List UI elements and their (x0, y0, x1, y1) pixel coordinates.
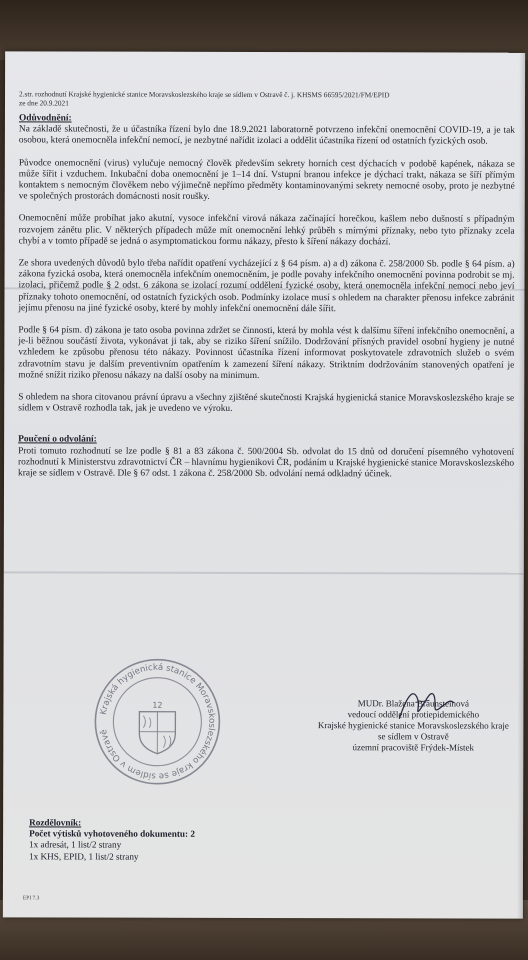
reasoning-paragraph-6: S ohledem na shora citovanou právní úpravu a všechny zjištěné skutečnosti Krajská hygienická stanice Moravskoslezského kraje se sídlem v Ostravě rozhodla tak, jak je uvedeno ve výroku. (18, 392, 515, 415)
signatory-office: územní pracoviště Frýdek-Místek (352, 742, 475, 753)
distribution-item: 1x KHS, EPID, 1 list/2 strany (29, 850, 139, 862)
header-date: ze dne 20.9.2021 (18, 98, 69, 108)
reasoning-paragraph-5: Podle § 64 písm. d) zákona je tato osoba povinna zdržet se činnosti, která by mohla vést k dalšímu šíření infekčního onemocnění, a je-li běžnou součástí života, vykonávat ji tak, aby se riziko šíření snížilo. Dodržování přísných pravidel osobní hygieny je nutné vzhledem ke způsobu přenosu této nákazy. Povinnost účastníka řízení informovat poskytovatele zdravotních služeb o svém zdravotním stavu je dalším preventivním opatřením k zamezení šíření nákazy. Striktním dodržováním stanovených opatření je možné snížit riziko přenosu nákazy na další osoby na minimum. (18, 325, 515, 381)
paper-fold-line (4, 571, 524, 574)
coat-of-arms-icon (139, 712, 175, 754)
appeal-section (18, 435, 514, 481)
signatory-role: vedoucí oddělení protiepidemického (347, 709, 480, 720)
form-code: EPI 7.3 (22, 895, 40, 902)
stamp-text: Krajská hygienická stanice Moravskoslezského kraje se sídlem v Ostravě (98, 662, 217, 781)
signatory-institution: Krajské hygienické stanice Moravskoslezského kraje (317, 720, 509, 731)
official-stamp (91, 656, 223, 788)
signatory-name: MUDr. Blažena Braunsteinová (357, 698, 470, 709)
reasoning-paragraph-1: Na základě skutečnosti, že u účastníka řízení bylo dne 18.9.2021 laboratorně potvrzeno infekční onemocnění COVID-19, a je tak osobou, která onemocněla infekční nemocí, je nezbytné nařídit izolaci a oddělit účastníka řízení od ostatních fyzických osob. (18, 124, 515, 147)
header-reference: 2.str. rozhodnutí Krajské hygienické stanice Moravskoslezského kraje se sídlem v Ostravě č. j. KHSMS 66595/2021/FM/EPID (19, 89, 390, 100)
appeal-heading: Poučení o odvolání: (18, 434, 97, 446)
document-page (3, 51, 525, 918)
reasoning-heading: Odůvodnění: (18, 113, 72, 124)
reasoning-paragraph-2: Původce onemocnění (virus) vylučuje nemocný člověk především sekrety horních cest dýchacích v podobě kapének, nákaza se může šířit i vzduchem. Inkubační doba onemocnění je 1–14 dní. Vstupní branou infekce je dýchací trakt, nákaza se šíří přímým kontaktem s nemocným člověkem nebo výjimečně nepřímo předměty kontaminovanými sekrety nemocné osoby, proto je nezbytné ve společných prostorách domácnosti nosit roušky. (18, 157, 515, 203)
distribution-heading: Rozdělovník: (29, 817, 82, 828)
signatory-seat: se sídlem v Ostravě (377, 731, 449, 742)
distribution-list (29, 817, 329, 863)
distribution-item: 1x adresát, 1 list/2 strany (29, 839, 122, 851)
document-body (18, 89, 515, 492)
appeal-text: Proti tomuto rozhodnutí se lze podle § 81 a 83 zákona č. 500/2004 Sb. odvolat do 15 dnů od doručení písemného vyhotovení rozhodnutí k Ministerstvu zdravotnictví ČR – hlavnímu hygienikovi ČR, podáním u Krajské hygienické stanice Moravskoslezského kraje se sídlem v Ostravě. Dle § 67 odst. 1 zákona č. 258/2000 Sb. odvolání nemá odkladný účinek. (18, 446, 515, 480)
reasoning-paragraph-3: Onemocnění může probíhat jako akutní, vysoce infekční virová nákaza začínající horečkou, kašlem nebo dušností s případným rozvojem zánětu plic. V některých případech může mít onemocnění lehký průběh s mírnými příznaky, nebo tyto příznaky zcela chybí a v tomto případě se jedná o asymptomatickou formu nákazy, přesto k šíření nákazy dochází. (18, 213, 515, 248)
page-edge-shadow (517, 53, 525, 919)
stamp-number: 12 (152, 700, 163, 710)
signature-block (303, 698, 523, 754)
distribution-count: Počet výtisků vyhotoveného dokumentu: 2 (29, 828, 196, 840)
reasoning-paragraph-4: Ze shora uvedených důvodů bylo třeba nařídit opatření vycházející z § 64 písm. a) a d) zákona č. 258/2000 Sb. podle § 64 písm. a) zákona fyzická osoba, která onemocněla infekčním onemocněním, je podle povahy infekčního onemocnění povinna podrobit se mj. izolaci, přičemž podle § 2 odst. 6 zákona se izolací rozumí oddělení fyzické osoby, která onemocněla infekční nemocí nebo jeví příznaky tohoto onemocnění, od ostatních fyzických osob. Podmínky izolace musí s ohledem na charakter přenosu infekce zabránit jejímu přenosu na jiné fyzické osoby, které by mohly infekční onemocnění dále šířit. (18, 258, 515, 315)
